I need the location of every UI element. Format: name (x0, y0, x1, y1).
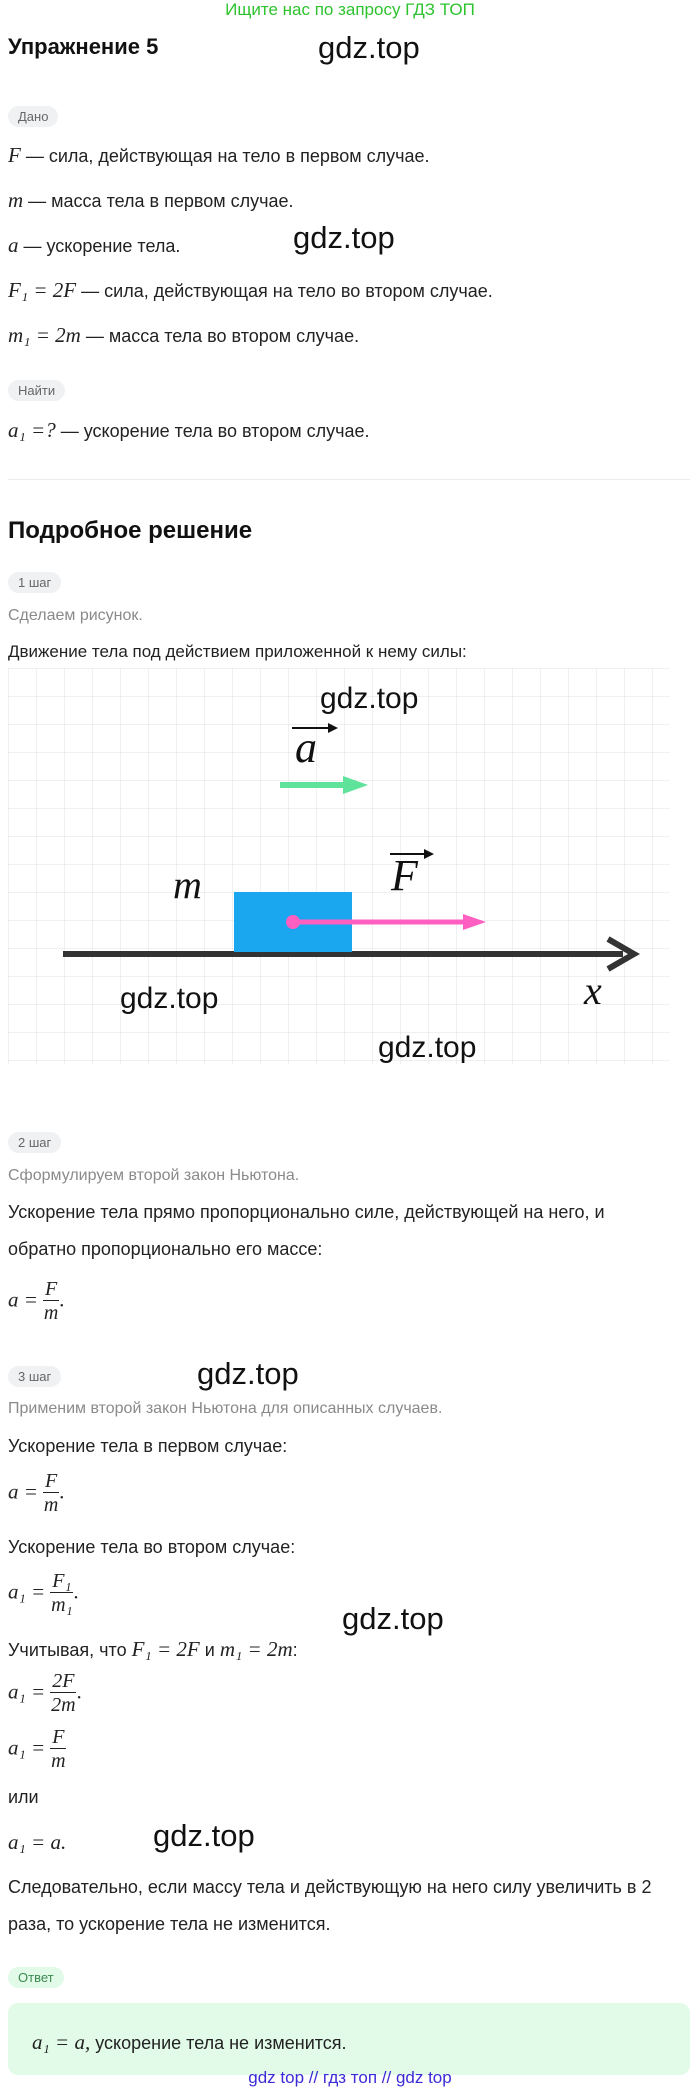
step-text: Ускорение тела во втором случае: (8, 1537, 296, 1557)
find-item: a₁ =? — ускорение тела во втором случае. (8, 418, 370, 442)
watermark: gdz.top (318, 30, 420, 65)
given-item: m₁ = 2m — масса тела во втором случае. (8, 323, 360, 347)
watermark: gdz.top (153, 1818, 255, 1853)
find-badge: Найти (8, 380, 65, 401)
given-item: F₁ = 2F — сила, действующая на тело во втором случае. (8, 278, 493, 302)
formula: a = $\frac{F}{m}$ . (8, 1470, 65, 1516)
step-badge: 1 шаг (8, 572, 61, 593)
watermark: gdz.top (320, 682, 419, 715)
grid (8, 668, 670, 1064)
formula: a₁ = a. (8, 1830, 67, 1854)
conclusion: Следовательно, если массу тела и действующую на него силу увеличить в 2 (8, 1877, 652, 1897)
watermark: gdz.top (120, 982, 219, 1015)
force-origin (286, 915, 300, 929)
divider (8, 479, 690, 480)
exercise-title: Упражнение 5 (8, 34, 159, 59)
step-text: обратно пропорционально его массе: (8, 1239, 323, 1259)
step-hint: Сформулируем второй закон Ньютона. (8, 1167, 300, 1184)
conclusion: раза, то ускорение тела не изменится. (8, 1914, 331, 1934)
solution-heading: Подробное решение (8, 517, 253, 544)
step-badge: 2 шаг (8, 1132, 61, 1153)
step-text: Ускорение тела в первом случае: (8, 1436, 288, 1456)
answer-badge: Ответ (8, 1967, 64, 1988)
formula: a₁ = $\frac{F}{m}$ (8, 1726, 66, 1772)
acceleration-label: a (295, 723, 317, 772)
figure-svg (8, 668, 670, 1064)
step-text: Учитывая, что F₁ = 2F и m₁ = 2m: (8, 1637, 298, 1661)
watermark: gdz.top (342, 1601, 444, 1636)
watermark: gdz.top (293, 220, 395, 255)
given-badge: Дано (8, 106, 58, 127)
step-text: Движение тела под действием приложенной к нему силы: (8, 642, 467, 661)
watermark: gdz.top (378, 1031, 477, 1064)
mass-label: m (173, 862, 202, 907)
x-axis-label: x (584, 968, 602, 1013)
footer-links[interactable]: gdz top // гдз топ // gdz top (248, 2068, 452, 2087)
step-hint: Применим второй закон Ньютона для описанных случаев. (8, 1400, 443, 1417)
watermark: gdz.top (197, 1356, 299, 1391)
newton-formula: a = $\frac{F}{m}$ . (8, 1278, 65, 1324)
force-label: F (391, 851, 418, 900)
formula: a₁ = $\frac{\text{F₁}}{\text{m₁}}$ . (8, 1570, 79, 1616)
top-banner: Ищите нас по запросу ГДЗ ТОП (225, 0, 475, 19)
motion-figure (8, 668, 670, 1064)
given-item: F — сила, действующая на тело в первом случае. (8, 143, 430, 167)
given-item: a — ускорение тела. (8, 233, 181, 257)
step-hint: Сделаем рисунок. (8, 607, 143, 624)
formula: a₁ = $\frac{2F}{2m}$ . (8, 1670, 82, 1716)
step-text: или (8, 1787, 39, 1807)
step-text: Ускорение тела прямо пропорционально силе, действующей на него, и (8, 1202, 605, 1222)
step-badge: 3 шаг (8, 1366, 61, 1387)
answer-text: a₁ = a, ускорение тела не изменится. (32, 2030, 347, 2054)
given-item: m — масса тела в первом случае. (8, 188, 294, 212)
